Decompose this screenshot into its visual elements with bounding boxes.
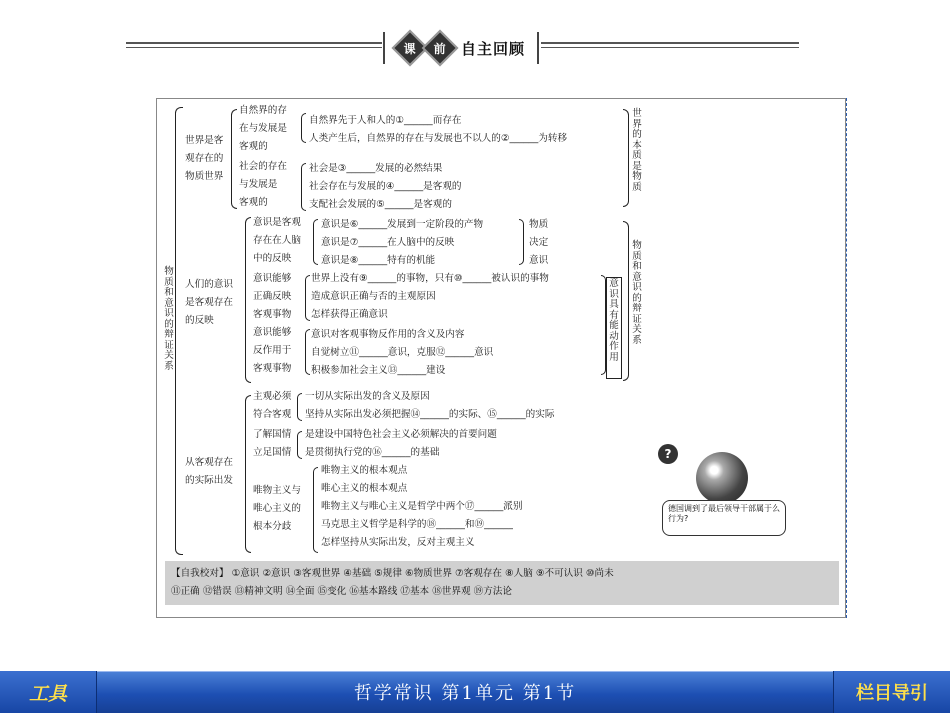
b2a-result-bracket	[519, 219, 524, 265]
b2a-label-3: 中的反映	[253, 253, 292, 264]
speech-bubble: 德国调到了最后领导干部属于么行为?	[662, 500, 786, 536]
b2b-label-1: 意识能够	[253, 273, 292, 284]
answer-key-line-2: ⑪正确 ⑫错误 ⑬精神文明 ⑭全面 ⑮变化 ⑯基本路线 ⑰基本 ⑱世界观 ⑲方法论	[171, 586, 512, 597]
b2b-label-2: 正确反映	[253, 291, 292, 302]
b2b-bracket	[305, 275, 310, 321]
b2-label-2: 是客观存在	[185, 297, 233, 308]
b3a-label-2: 符合客观	[253, 409, 292, 420]
b3c-label-2: 唯心主义的	[253, 503, 301, 514]
b2b-item-3: 怎样获得正确意识	[311, 309, 388, 320]
b1a-label-1: 自然界的存	[239, 105, 287, 116]
b2a-label-1: 意识是客观	[253, 217, 301, 228]
b1b-item-1: 社会是③______发展的必然结果	[309, 163, 443, 174]
b2a-item-3: 意识是⑧______特有的机能	[321, 255, 436, 266]
answer-key	[165, 561, 839, 605]
b2c-label-1: 意识能够	[253, 327, 292, 338]
b2c-item-3: 积极参加社会主义⑬______建设	[311, 365, 446, 376]
b3a-item-1: 一切从实际出发的含义及原因	[305, 391, 430, 402]
lesson-title: 哲学常识 第1单元 第1节	[353, 683, 577, 704]
b2a-result-1: 物质	[529, 219, 549, 230]
header-title-box	[383, 32, 539, 64]
b2c-item-1: 意识对客观事物反作用的含义及内容	[311, 329, 465, 340]
b3b-item-1: 是建设中国特色社会主义必须解决的首要问题	[305, 429, 497, 440]
b1b-label-1: 社会的存在	[239, 161, 287, 172]
b2c-bracket	[305, 329, 310, 375]
root-bracket	[175, 107, 183, 555]
b2a-item-1: 意识是⑥______发展到一定阶段的产物	[321, 219, 484, 230]
header-rule-left-thin	[126, 47, 382, 48]
b2a-item-2: 意识是⑦______在人脑中的反映	[321, 237, 455, 248]
section-header	[0, 28, 950, 68]
b2-label-3: 的反映	[185, 315, 214, 326]
b1b-item-3: 支配社会发展的⑤______是客观的	[309, 199, 452, 210]
b3-bracket	[245, 395, 251, 553]
header-rule-left	[126, 42, 382, 44]
header-rule-right-thin	[541, 47, 799, 48]
b3-label-2: 的实际出发	[185, 475, 233, 486]
b2b-item-2: 造成意识正确与否的主观原因	[311, 291, 436, 302]
b1-result-bracket	[623, 109, 629, 207]
b1-bracket	[231, 109, 237, 209]
b3c-item-2: 唯心主义的根本观点	[321, 483, 408, 494]
b2c-label-2: 反作用于	[253, 345, 292, 356]
b1a-bracket	[301, 113, 306, 143]
root-label: 物质和意识的辩证关系	[164, 266, 174, 372]
b3c-item-3: 唯物主义与唯心主义是哲学中两个⑰______派别	[321, 501, 523, 512]
b2-active-label: 意识具有能动作用	[609, 278, 619, 363]
b1-result-label: 世界的本质是物质	[632, 108, 642, 193]
b2-result-bracket	[623, 221, 629, 381]
b1-label-3: 物质世界	[185, 171, 224, 182]
b1a-item-2: 人类产生后，自然界的存在与发展也不以人的②______为转移	[309, 133, 568, 144]
concept-map	[156, 98, 846, 618]
b3-label-1: 从客观存在	[185, 457, 233, 468]
b1b-bracket	[301, 163, 306, 211]
main-right-border	[846, 98, 847, 618]
b1a-item-1: 自然界先于人和人的①______而存在	[309, 115, 462, 126]
section-nav-button[interactable]: 栏目导引	[833, 671, 950, 713]
globe-illustration	[696, 452, 748, 504]
b2b-item-1: 世界上没有⑨______的事物，只有⑩______被认识的事物	[311, 273, 549, 284]
question-icon: ?	[658, 444, 678, 464]
b2b-label-3: 客观事物	[253, 309, 292, 320]
b3c-bracket	[313, 467, 318, 553]
b2a-label-2: 存在在人脑	[253, 235, 301, 246]
tools-button[interactable]: 工具	[0, 671, 97, 713]
badge-ke: 课	[392, 30, 429, 67]
b3b-label-1: 了解国情	[253, 429, 292, 440]
badge-qian: 前	[422, 30, 459, 67]
b3b-item-2: 是贯彻执行党的⑯______的基础	[305, 447, 440, 458]
b2c-label-3: 客观事物	[253, 363, 292, 374]
b1-label-2: 观存在的	[185, 153, 224, 164]
answer-key-line-1: 【自我校对】 ①意识 ②意识 ③客观世界 ④基础 ⑤规律 ⑥物质世界 ⑦客观存在 ⑧人脑 ⑨不可认识 ⑩尚未	[171, 568, 614, 579]
b3c-label-3: 根本分歧	[253, 521, 292, 532]
b3c-label-1: 唯物主义与	[253, 485, 301, 496]
b2-result-label: 物质和意识的辩证关系	[632, 240, 642, 346]
b1b-item-2: 社会存在与发展的④______是客观的	[309, 181, 462, 192]
header-title: 自主回顾	[460, 39, 525, 58]
b3c-item-4: 马克思主义哲学是科学的⑱______和⑲______	[321, 519, 513, 530]
b1a-label-3: 客观的	[239, 141, 268, 152]
b2-label-1: 人们的意识	[185, 279, 233, 290]
header-rule-right	[541, 42, 799, 44]
b1a-label-2: 在与发展是	[239, 123, 287, 134]
b3a-bracket	[297, 393, 302, 421]
b2a-result-3: 意识	[529, 255, 549, 266]
b2-bracket	[245, 217, 251, 383]
b3c-item-1: 唯物主义的根本观点	[321, 465, 408, 476]
b3b-bracket	[297, 431, 302, 459]
b3a-item-2: 坚持从实际出发必须把握⑭______的实际、⑮______的实际	[305, 409, 555, 420]
b3a-label-1: 主观必须	[253, 391, 292, 402]
b3b-label-2: 立足国情	[253, 447, 292, 458]
b1b-label-3: 客观的	[239, 197, 268, 208]
b1b-label-2: 与发展是	[239, 179, 278, 190]
b2c-item-2: 自觉树立⑪______意识，克服⑫______意识	[311, 347, 494, 358]
b3c-item-5: 怎样坚持从实际出发，反对主观主义	[321, 537, 475, 548]
b2a-bracket	[313, 219, 318, 265]
b1-label-1: 世界是客	[185, 135, 224, 146]
b2a-result-2: 决定	[529, 237, 549, 248]
